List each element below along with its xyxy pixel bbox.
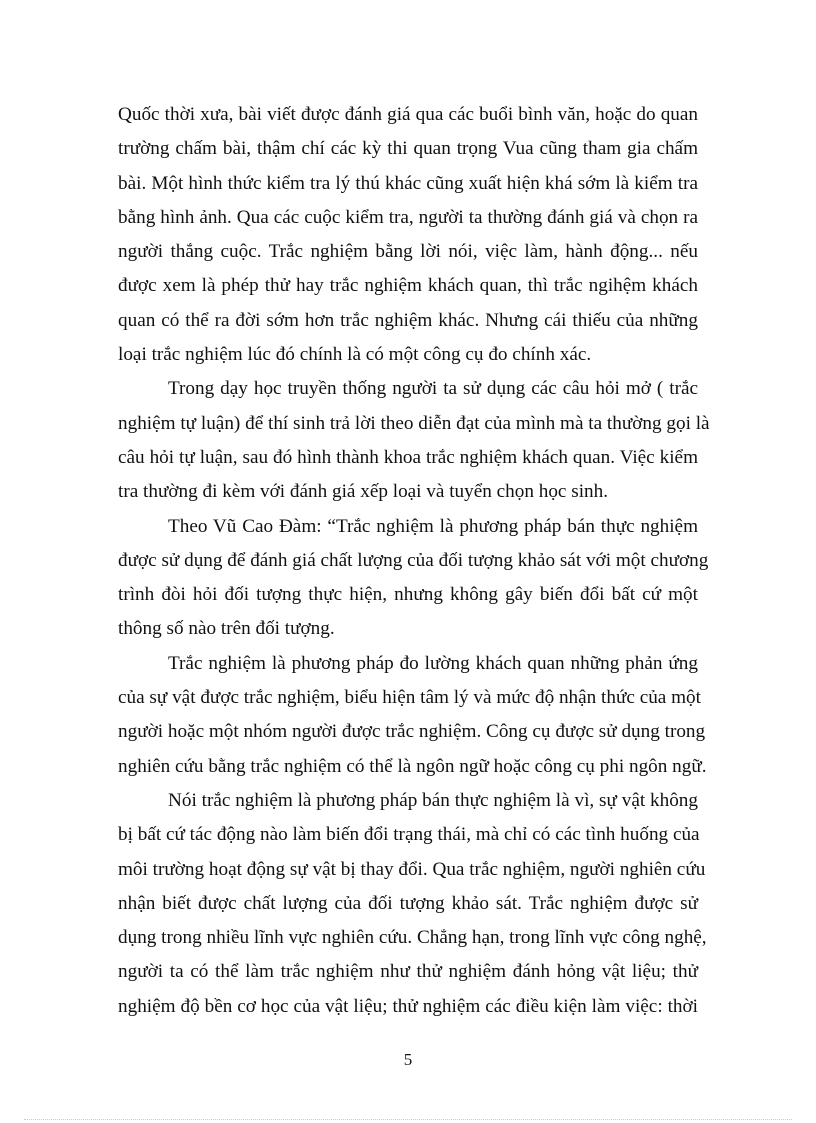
text-line: Quốc thời xưa, bài viết được đánh giá qua các buổi bình văn, hoặc do quan bbox=[118, 104, 698, 125]
page-bottom-divider bbox=[24, 1119, 792, 1120]
text-line: bài. Một hình thức kiểm tra lý thú khác cũng xuất hiện khá sớm là kiểm tra bbox=[118, 172, 698, 194]
text-line: câu hỏi tự luận, sau đó hình thành khoa trắc nghiệm khách quan. Việc kiểm bbox=[118, 446, 698, 468]
text-line: nghiệm độ bền cơ học của vật liệu; thử nghiệm các điều kiện làm việc: thời bbox=[118, 995, 698, 1017]
paragraph-4 bbox=[118, 647, 707, 784]
text-line: Trắc nghiệm là phương pháp đo lường khách quan những phản ứng bbox=[168, 652, 698, 674]
text-line: được sử dụng để đánh giá chất lượng của đối tượng khảo sát với một chương bbox=[118, 549, 709, 571]
text-line: bị bất cứ tác động nào làm biến đổi trạng thái, mà chỉ có các tình huống của bbox=[118, 824, 700, 846]
text-line: Trong dạy học truyền thống người ta sử dụng các câu hỏi mở ( trắc bbox=[168, 378, 698, 400]
text-line: trường chấm bài, thậm chí các kỳ thi quan trọng Vua cũng tham gia chấm bbox=[118, 138, 698, 160]
paragraph-1 bbox=[118, 98, 698, 372]
paragraph-2 bbox=[118, 372, 710, 509]
text-line: nghiên cứu bằng trắc nghiệm có thể là ngôn ngữ hoặc công cụ phi ngôn ngữ. bbox=[118, 755, 707, 777]
text-line: người ta có thể làm trắc nghiệm như thử nghiệm đánh hỏng vật liệu; thử bbox=[118, 961, 698, 983]
text-line: bằng hình ảnh. Qua các cuộc kiểm tra, người ta thường đánh giá và chọn ra bbox=[118, 206, 698, 228]
text-line: người thắng cuộc. Trắc nghiệm bằng lời nói, việc làm, hành động... nếu bbox=[118, 241, 698, 263]
body-text bbox=[118, 98, 710, 1024]
text-line: Theo Vũ Cao Đàm: “Trắc nghiệm là phương pháp bán thực nghiệm bbox=[168, 515, 698, 537]
text-line: được xem là phép thử hay trắc nghiệm khách quan, thì trắc ngihệm khách bbox=[118, 275, 698, 297]
text-line: thông số nào trên đối tượng. bbox=[118, 618, 335, 640]
text-line: quan có thể ra đời sớm hơn trắc nghiệm khác. Nhưng cái thiếu của những bbox=[118, 309, 698, 331]
text-line: nghiệm tự luận) để thí sinh trả lời theo diễn đạt của mình mà ta thường gọi là bbox=[118, 412, 710, 434]
text-line: dụng trong nhiều lĩnh vực nghiên cứu. Chẳng hạn, trong lĩnh vực công nghệ, bbox=[118, 927, 707, 949]
text-line: người hoặc một nhóm người được trắc nghiệm. Công cụ được sử dụng trong bbox=[118, 721, 706, 743]
text-line: của sự vật được trắc nghiệm, biểu hiện tâm lý và mức độ nhận thức của một bbox=[118, 687, 701, 709]
paragraph-5 bbox=[118, 784, 707, 1024]
text-line: trình đòi hỏi đối tượng thực hiện, nhưng không gây biến đổi bất cứ một bbox=[118, 584, 698, 606]
page-number: 5 bbox=[403, 1050, 413, 1069]
text-line: Nói trắc nghiệm là phương pháp bán thực nghiệm là vì, sự vật không bbox=[168, 789, 698, 811]
text-line: nhận biết được chất lượng của đối tượng khảo sát. Trắc nghiệm được sử bbox=[118, 892, 698, 914]
text-line: tra thường đi kèm với đánh giá xếp loại và tuyển chọn học sinh. bbox=[118, 481, 609, 503]
text-line: môi trường hoạt động sự vật bị thay đổi. Qua trắc nghiệm, người nghiên cứu bbox=[118, 858, 706, 880]
paragraph-3 bbox=[118, 510, 709, 647]
text-line: loại trắc nghiệm lúc đó chính là có một công cụ đo chính xác. bbox=[118, 344, 592, 366]
